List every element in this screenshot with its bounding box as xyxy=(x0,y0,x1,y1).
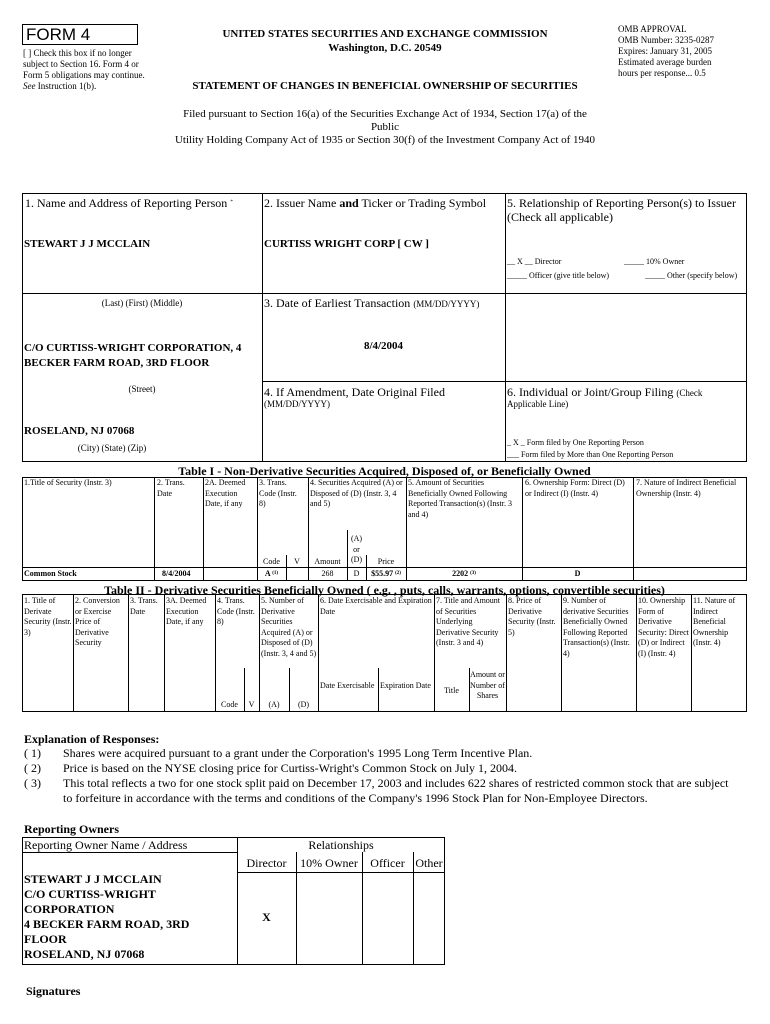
table2-title: Table II - Derivative Securities Beneficially Owned ( e.g. , puts, calls, warrants, options, convertible securities) xyxy=(104,583,665,597)
agency-title: UNITED STATES SECURITIES AND EXCHANGE COMMISSION xyxy=(222,28,548,40)
t1-row-date: 8/4/2004 xyxy=(162,569,191,578)
box5-label-text: 5. Relationship of Reporting Person(s) to Issuer xyxy=(507,196,736,210)
t2-h-c7: 7. Title and Amount of Securities Underlying Derivative Security (Instr. 3 and 4) xyxy=(436,596,501,647)
t1-h-c5: 5. Amount of Securities Beneficially Owned Following Reported Transaction(s) (Instr. 3 and 4) xyxy=(408,478,512,519)
note-2-text: Price is based on the NYSE closing price for Curtiss-Wright's Common Stock on July 1, 2004. xyxy=(63,761,517,775)
t1-row-code-value: A xyxy=(264,569,271,578)
reporting-grid xyxy=(22,193,747,462)
t1-h-c3: 3. Trans. Code (Instr. 8) xyxy=(259,478,297,508)
box1-mark: * xyxy=(230,200,233,205)
filed-pursuant-line1: Filed pursuant to Section 16(a) of the Securities Exchange Act of 1934, Section 17(a) of the xyxy=(183,108,587,120)
note-3-text: This total reflects a two for one stock split paid on December 17, 2003 and includes 622 shares of restricted common stock that are subject to forfeiture in accordance with the terms and conditions of the Company's 1996 Stock Plan for Non-Employee Directors. xyxy=(63,776,729,805)
t1-div-7 xyxy=(633,477,634,581)
note-1-num: ( 1) xyxy=(24,746,41,760)
t2-h-c5: 5. Number of Derivative Securities Acquired (A) or Disposed of (D) (Instr. 3, 4 and 5) xyxy=(261,596,317,658)
t2-div-2 xyxy=(128,594,129,712)
owners-col-ten: 10% Owner xyxy=(300,856,358,870)
owner-line-6: ROSELAND, NJ 07068 xyxy=(24,947,145,961)
t1-row-price xyxy=(366,569,406,580)
statement-title: STATEMENT OF CHANGES IN BENEFICIAL OWNERSHIP OF SECURITIES xyxy=(192,80,578,92)
omb-block xyxy=(618,24,758,79)
t2-sub-expiration: Expiration Date xyxy=(380,681,431,690)
reporting-person-street: C/O CURTISS-WRIGHT CORPORATION, 4 BECKER FARM ROAD, 3RD FLOOR xyxy=(24,342,242,369)
grid-divider-b xyxy=(505,193,506,462)
rel-other: _____ Other (specify below) xyxy=(645,271,738,280)
box2-label-and: and xyxy=(339,196,359,210)
t2-sub-code: Code xyxy=(221,700,238,709)
rel-ten-pct: _____ 10% Owner xyxy=(624,257,685,266)
t1-row-amount: 268 xyxy=(321,569,334,578)
reporting-person-city: ROSELAND, NJ 07068 xyxy=(24,425,135,437)
t1-h-c4: 4. Securities Acquired (A) or Disposed of (D) (Instr. 3, 4 and 5) xyxy=(310,478,403,508)
owners-col-other: Other xyxy=(415,856,443,870)
reporting-person-name: STEWART J J MCCLAIN xyxy=(24,238,151,250)
t1-h-c2: 2. Trans. Date xyxy=(157,478,185,498)
owners-col-rel: Relationships xyxy=(308,838,374,852)
t2-sub-amount: Amount or Number of Shares xyxy=(470,670,505,700)
t2-h-c8: 8. Price of Derivative Security (Instr. 5) xyxy=(508,596,556,637)
t2-div-6 xyxy=(318,594,319,712)
rel-officer: _____ Officer (give title below) xyxy=(507,271,610,280)
t1-row-owned-value: 2202 xyxy=(452,569,469,578)
t1-h-c2a: 2A. Deemed Execution Date, if any xyxy=(205,478,246,508)
table1-title: Table I - Non-Derivative Securities Acquired, Disposed of, or Beneficially Owned xyxy=(178,464,591,478)
t1-sub-aord: (A) or (D) xyxy=(350,534,363,564)
owners-col-officer: Officer xyxy=(370,856,405,870)
name-caption: (Last) (First) (Middle) xyxy=(101,298,183,308)
box3-label xyxy=(264,296,504,310)
filing-more-person: ___ Form filed by More than One Reporting Person xyxy=(507,450,674,459)
t1-h-c6: 6. Ownership Form: Direct (D) or Indirect (I) (Instr. 4) xyxy=(525,478,625,498)
rel-director: __ X __ Director xyxy=(507,257,562,266)
t2-div-5 xyxy=(259,594,260,712)
t2-h-c1: 1. Title of Derivate Security (Instr. 3) xyxy=(24,596,72,637)
t2-h-c3a: 3A. Deemed Execution Date, if any xyxy=(166,596,207,626)
check-box-note xyxy=(23,48,151,92)
t2-div-8 xyxy=(506,594,507,712)
t1-row-title: Common Stock xyxy=(24,569,77,578)
omb-expires: Expires: January 31, 2005 xyxy=(618,46,712,56)
t1-sub-code: Code xyxy=(263,557,280,566)
t1-sub-amount: Amount xyxy=(314,557,341,566)
grid-line-low xyxy=(262,381,747,382)
t2-sub-v: V xyxy=(248,700,255,709)
t2-h-c10: 10. Ownership Form of Derivative Security: Direct (D) or Indirect (I) (Instr. 4) xyxy=(638,596,689,658)
t2-sub-title: Title xyxy=(444,686,459,695)
t1-row-price-fn: (2) xyxy=(395,571,401,576)
owner-line-5: FLOOR xyxy=(24,932,67,946)
t2-sub-div-c xyxy=(378,668,379,712)
t1-div-2 xyxy=(203,477,204,581)
t2-div-9 xyxy=(561,594,562,712)
owner-line-4: 4 BECKER FARM ROAD, 3RD xyxy=(24,917,190,931)
city-caption: (City) (State) (Zip) xyxy=(77,443,147,453)
t1-row-code xyxy=(257,569,286,580)
omb-burden: Estimated average burden xyxy=(618,57,712,67)
t1-row-owned-fn: (3) xyxy=(470,571,476,576)
check-box-note-text: [ ] Check this box if no longer subject to Section 16. Form 4 or Form 5 obligations may continue. xyxy=(23,48,145,80)
t1-h-c1: 1.Title of Security (Instr. 3) xyxy=(24,478,112,487)
owner-address xyxy=(24,872,234,962)
t2-h-c4: 4. Trans. Code (Instr. 8) xyxy=(217,596,255,626)
owners-heading: Reporting Owners xyxy=(24,822,119,836)
t2-div-4 xyxy=(215,594,216,712)
owner-director-mark: X xyxy=(262,910,271,924)
check-box-instr: Instruction 1(b). xyxy=(37,81,97,91)
grid-line-mid xyxy=(22,293,747,294)
omb-number: OMB Number: 3235-0287 xyxy=(618,35,714,45)
t1-div-6 xyxy=(522,477,523,581)
street-caption: (Street) xyxy=(128,384,156,394)
t2-h-c9: 9. Number of derivative Securities Beneficially Owned Following Reported Transaction(s) (Instr. 4) xyxy=(563,596,630,658)
box3-label-text: 3. Date of Earliest Transaction xyxy=(264,296,411,310)
t1-row-form: D xyxy=(574,569,581,578)
owner-line-3: CORPORATION xyxy=(24,902,115,916)
box6-sub: Applicable Line) xyxy=(507,399,569,409)
t2-div-10 xyxy=(636,594,637,712)
owner-line-2: C/O CURTISS-WRIGHT xyxy=(24,887,156,901)
box1-label-text: 1. Name and Address of Reporting Person xyxy=(25,196,228,210)
t2-h-c3: 3. Trans. Date xyxy=(130,596,158,616)
t2-sub-exercisable: Date Exercisable xyxy=(320,681,375,690)
signatures-heading: Signatures xyxy=(26,984,81,998)
note-2-num: ( 2) xyxy=(24,761,41,775)
grid-divider-a xyxy=(262,193,263,462)
t1-sub-price: Price xyxy=(377,557,395,566)
t2-div-1 xyxy=(73,594,74,712)
owner-line-1: STEWART J J MCCLAIN xyxy=(24,872,162,886)
box2-label xyxy=(264,196,504,210)
t2-h-c11: 11. Nature of Indirect Beneficial Ownership (Instr. 4) xyxy=(693,596,736,647)
t1-sub-v: V xyxy=(294,557,300,566)
t1-div-5 xyxy=(406,477,407,581)
owners-col-director: Director xyxy=(246,856,287,870)
t1-h-c7: 7. Nature of Indirect Beneficial Ownership (Instr. 4) xyxy=(636,478,737,498)
box4-label: 4. If Amendment, Date Original Filed xyxy=(264,385,445,399)
box6-label-text: 6. Individual or Joint/Group Filing xyxy=(507,385,674,399)
t2-sub-d: (D) xyxy=(297,700,310,709)
filed-pursuant-line2: Public xyxy=(370,121,400,133)
t2-div-3 xyxy=(164,594,165,712)
earliest-transaction-date: 8/4/2004 xyxy=(363,340,404,352)
owners-head-line xyxy=(22,852,237,853)
form-label: FORM 4 xyxy=(26,25,91,44)
filed-pursuant xyxy=(130,108,640,147)
omb-hours: hours per response... 0.5 xyxy=(618,68,706,78)
box2-label-pre: 2. Issuer Name xyxy=(264,196,340,210)
t2-h-c2: 2. Conversion or Exercise Price of Derivative Security xyxy=(75,596,120,647)
note-3-num: ( 3) xyxy=(24,776,41,790)
filed-pursuant-line3: Utility Holding Company Act of 1935 or Section 30(f) of the Investment Company Act of 1940 xyxy=(174,134,596,146)
t1-div-1 xyxy=(154,477,155,581)
box6-check: (Check xyxy=(676,388,703,398)
t1-row-code-fn: (1) xyxy=(272,571,279,576)
explanation-heading: Explanation of Responses: xyxy=(24,732,160,746)
box1-label xyxy=(25,196,260,210)
box2-label-post: Ticker or Trading Symbol xyxy=(358,196,487,210)
check-box-see: See xyxy=(23,81,36,91)
note-1-text: Shares were acquired pursuant to a grant under the Corporation's 1995 Long Term Incentive Plan. xyxy=(63,746,533,760)
box5-label xyxy=(507,196,747,224)
t1-row-aord: D xyxy=(353,569,360,578)
box6-label xyxy=(507,385,747,399)
t1-row-price-value: $55.97 xyxy=(371,569,394,578)
box3-format: (MM/DD/YYYY) xyxy=(413,299,480,309)
t1-row-owned xyxy=(406,569,522,580)
box5-label-sub: (Check all applicable) xyxy=(507,210,613,224)
omb-approval: OMB APPROVAL xyxy=(618,24,687,34)
agency-city: Washington, D.C. 20549 xyxy=(328,42,442,54)
box4-format: (MM/DD/YYYY) xyxy=(264,399,330,409)
owners-col-name: Reporting Owner Name / Address xyxy=(24,838,188,852)
t2-sub-a: (A) xyxy=(268,700,280,709)
t2-div-11 xyxy=(691,594,692,712)
filing-one-person: _ X _ Form filed by One Reporting Person xyxy=(507,438,644,447)
t2-h-c6: 6. Date Exercisable and Expiration Date xyxy=(320,596,432,616)
issuer-name: CURTISS WRIGHT CORP [ CW ] xyxy=(264,238,429,250)
